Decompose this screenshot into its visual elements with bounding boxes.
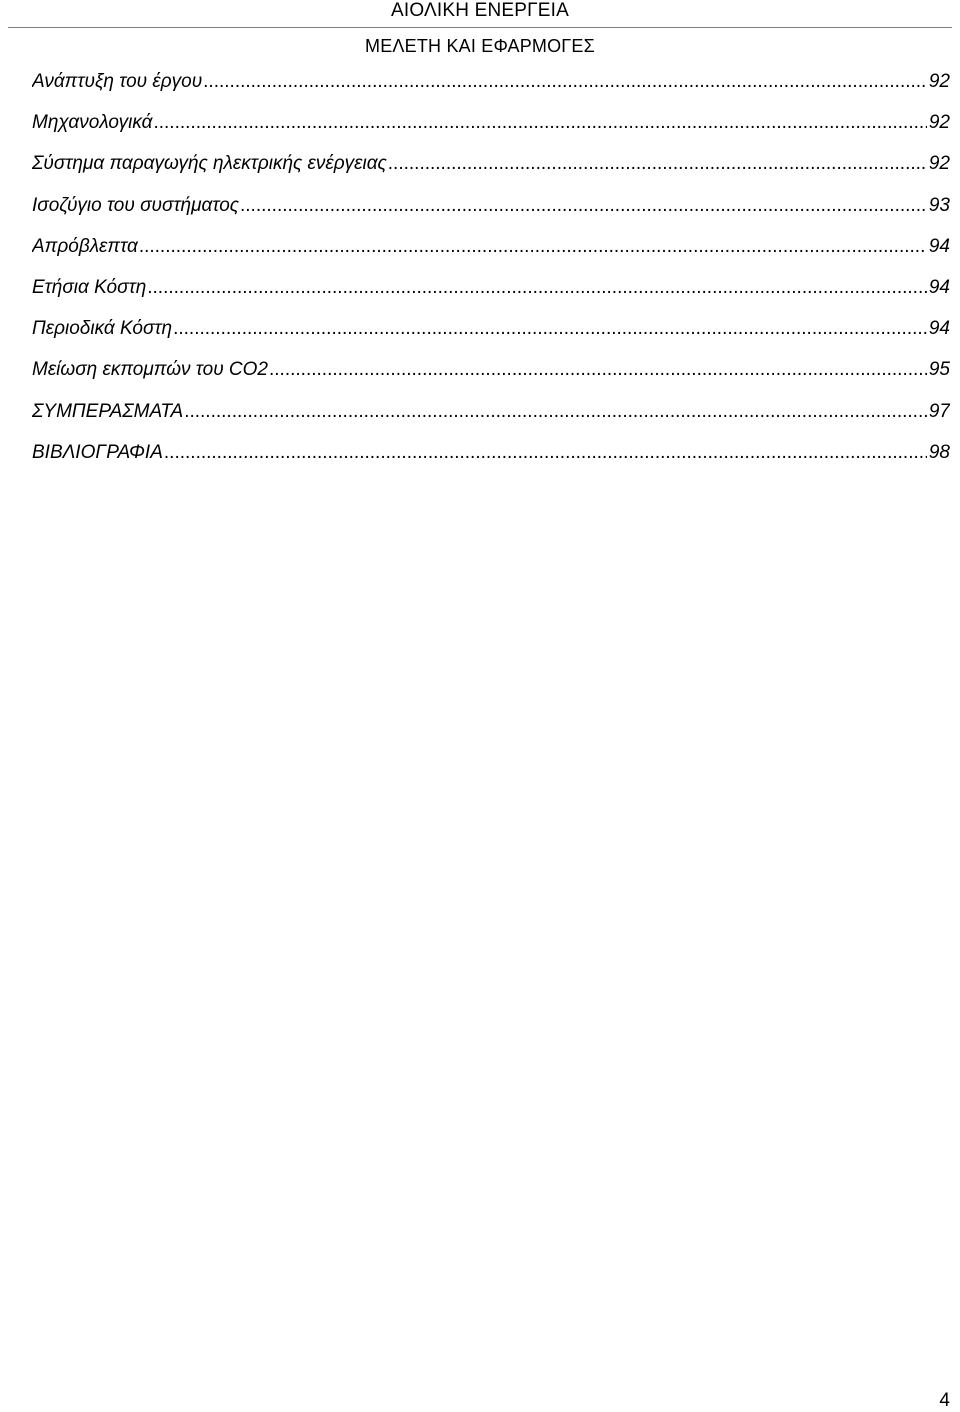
- toc-entry-title: Ετήσια Κόστη: [32, 276, 147, 298]
- toc-entry[interactable]: [32, 194, 950, 235]
- toc-entry-page: 92: [928, 112, 950, 134]
- toc-entry-page: 94: [928, 235, 950, 257]
- header-divider: [8, 27, 952, 28]
- toc-dot-leader: [240, 194, 927, 218]
- table-of-contents: [32, 70, 950, 482]
- toc-entry-title: Ισοζύγιο του συστήματος: [32, 194, 239, 216]
- toc-entry-page: 97: [928, 400, 950, 422]
- toc-entry-page: 98: [928, 441, 950, 463]
- toc-dot-leader: [269, 358, 927, 382]
- toc-entry-page: 94: [928, 276, 950, 298]
- toc-dot-leader: [164, 441, 927, 465]
- toc-entry-page: 92: [928, 71, 950, 92]
- toc-entry[interactable]: [32, 276, 950, 317]
- document-subtitle: ΜΕΛΕΤΗ ΚΑΙ ΕΦΑΡΜΟΓΕΣ: [365, 36, 595, 56]
- toc-dot-leader: [153, 111, 926, 135]
- toc-dot-leader: [184, 400, 927, 424]
- toc-entry-title: Σύστημα παραγωγής ηλεκτρικής ενέργειας: [32, 153, 387, 175]
- toc-entry[interactable]: [32, 400, 950, 441]
- toc-dot-leader: [173, 317, 927, 341]
- toc-entry-title: Απρόβλεπτα: [32, 235, 138, 257]
- toc-entry[interactable]: [32, 111, 950, 152]
- toc-entry-page: 92: [928, 153, 950, 175]
- toc-entry-title: Ανάπτυξη του έργου: [32, 71, 203, 92]
- toc-entry[interactable]: [32, 70, 950, 111]
- toc-entry[interactable]: [32, 317, 950, 358]
- toc-dot-leader: [147, 276, 927, 300]
- toc-entry[interactable]: [32, 358, 950, 399]
- toc-entry-title: ΒΙΒΛΙΟΓΡΑΦΙΑ: [32, 441, 163, 463]
- toc-entry-page: 94: [928, 318, 950, 340]
- toc-entry[interactable]: [32, 441, 950, 482]
- toc-entry-title: Μηχανολογικά: [32, 112, 153, 134]
- toc-dot-leader: [139, 235, 927, 259]
- toc-dot-leader: [388, 152, 927, 176]
- toc-entry[interactable]: [32, 235, 950, 276]
- toc-entry-page: 95: [928, 359, 950, 381]
- toc-entry[interactable]: [32, 152, 950, 193]
- page-number: 4: [939, 1390, 950, 1411]
- toc-entry-title: Περιοδικά Κόστη: [32, 318, 173, 340]
- document-title: ΑΙΟΛΙΚΗ ΕΝΕΡΓΕΙΑ: [390, 0, 570, 21]
- toc-entry-title: Μείωση εκπομπών του CO2: [32, 359, 268, 381]
- toc-entry-page: 93: [928, 194, 950, 216]
- toc-entry-title: ΣΥΜΠΕΡΑΣΜΑΤΑ: [32, 400, 184, 422]
- toc-dot-leader: [203, 70, 927, 94]
